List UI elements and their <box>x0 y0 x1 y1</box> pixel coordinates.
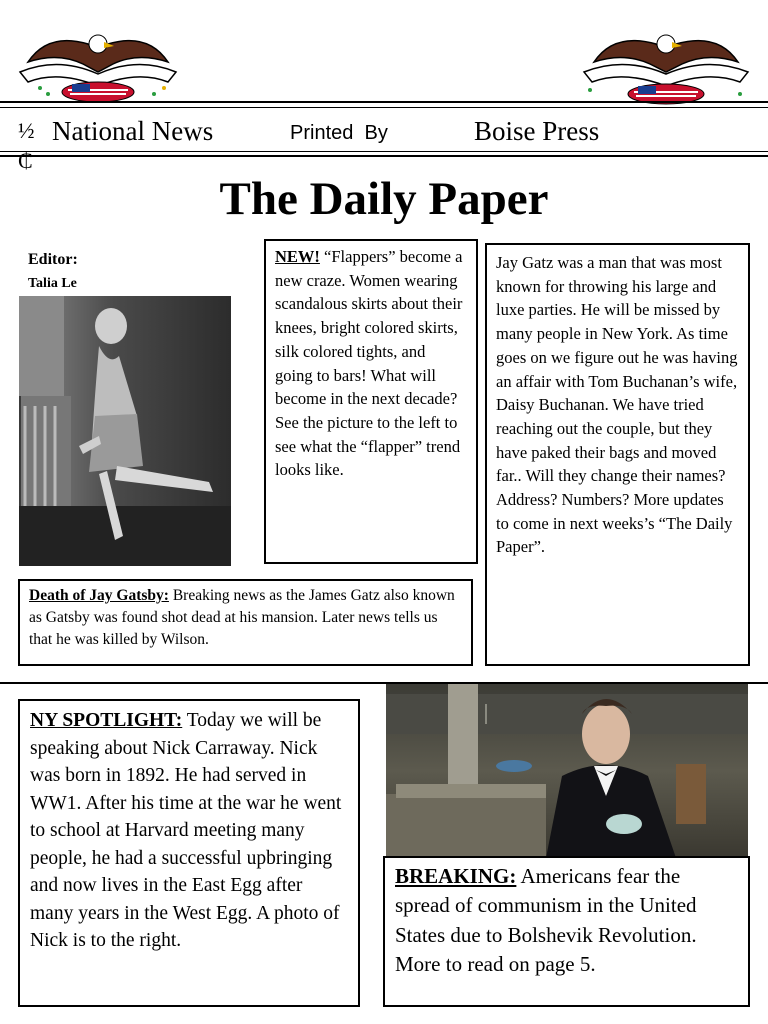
header-rule-top <box>0 101 768 103</box>
price-fraction: ½ <box>18 118 35 143</box>
flapper-story-body: “Flappers” become a new craze. Women wearing scandalous skirts about their knees, bright colored skirts, silk colored tights, and going to bars! What will become in the next decade? See the picture to the left to see what the “flapper” trend looks like. <box>275 247 463 480</box>
breaking-story-body: Americans fear the spread of communism in the United States due to Bolshevik Revolution. More to read on page 5. <box>395 864 697 976</box>
header-rule-top-thin <box>0 107 768 108</box>
price-cent-symbol: ₵ <box>18 148 33 173</box>
spotlight-story-box <box>18 699 360 1007</box>
gatz-story-body: Jay Gatz was a man that was most known for throwing his large and luxe parties. He will be missed by many people in New York. As time goes on we figure out he was having an affair with Tom Buchanan’s wife, Daisy Buchanan. We have tried reaching out the couple, but they have paked their bags and moved far.. Will they change their names? Address? Numbers? More updates to come in next weeks’s “The Daily Paper”. <box>496 253 738 557</box>
nick-carraway-photo <box>386 684 748 858</box>
death-story-box <box>18 579 473 666</box>
breaking-story-heading: BREAKING: <box>395 864 517 888</box>
header-rule-mid-thick <box>0 155 768 157</box>
eagle-emblem-left-icon <box>18 22 178 104</box>
editor-label: Editor: <box>28 251 78 268</box>
breaking-story-box <box>383 856 750 1007</box>
spotlight-story-heading: NY SPOTLIGHT: <box>30 710 183 731</box>
eagle-emblem-right-icon <box>580 22 750 106</box>
flapper-story-heading: NEW! <box>275 247 320 266</box>
death-story-body: Breaking news as the James Gatz also known as Gatsby was found shot dead at his mansion. Later news tells us that he was killed by Wilson. <box>29 587 455 648</box>
header-rule-mid <box>0 151 768 152</box>
flapper-story-box <box>264 239 478 564</box>
spotlight-story-body: Today we will be speaking about Nick Carraway. Nick was born in 1892. He had served in WW1. After his time at the war he went to school at Harvard meeting many people, he had a successful upbringing and now lives in the East Egg after many years in the West Egg. A photo of Nick is to the right. <box>30 710 342 951</box>
publisher-name: Boise Press <box>474 116 600 146</box>
editor-name: Talia Le <box>28 276 77 291</box>
national-news-label: National News <box>52 116 214 146</box>
flapper-photo <box>19 296 231 566</box>
gatz-story-box <box>485 243 750 666</box>
printed-by-label: Printed By <box>290 122 388 144</box>
newspaper-title: The Daily Paper <box>219 173 549 225</box>
death-story-heading: Death of Jay Gatsby: <box>29 587 169 604</box>
